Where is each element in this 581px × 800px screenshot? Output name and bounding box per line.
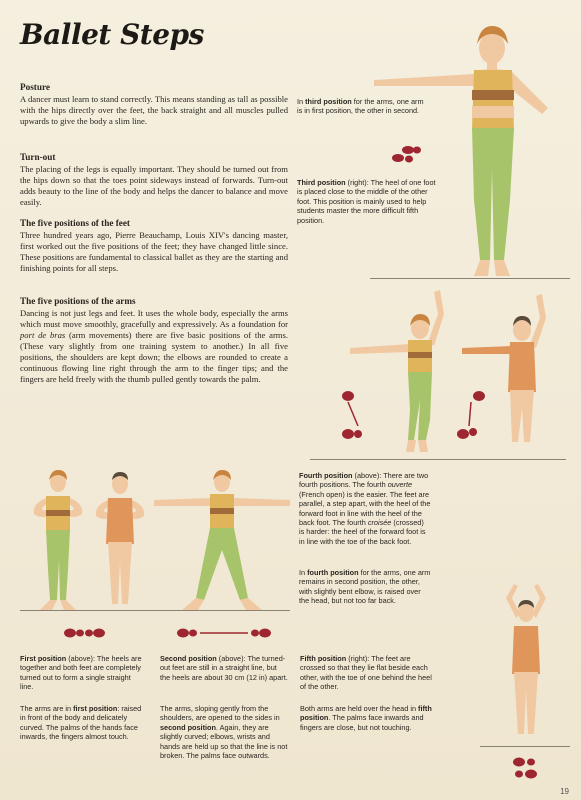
footprints-third-position <box>390 142 426 164</box>
dancer-first-position-front <box>28 470 88 616</box>
footprints-second-position <box>176 626 272 640</box>
section-heading: The five positions of the feet <box>20 218 130 228</box>
section-heading: Turn-out <box>20 152 56 162</box>
footprints-fourth-croisee <box>455 388 489 444</box>
section-body: A dancer must learn to stand correctly. This means standing as tall as possible with the hips directly over the feet, the back straight and all muscles pulled upwards to give the body a slim line. <box>20 94 288 126</box>
page-number: 19 <box>560 787 569 796</box>
caption-second-feet: Second position (above): The turned-out feet are still in a straight line, but the heels are about 30 cm (12 in) apart. <box>160 654 288 682</box>
caption-fifth-arms: Both arms are held over the head in fifth position. The palms face inwards and fingers are close, but not touching. <box>300 704 432 732</box>
section-body: Dancing is not just legs and feet. It uses the whole body, especially the arms which must move smoothly, gracefully and expressively. As a foundation for port de bras (arm movements) there are five basic positions of the arms. (These vary slightly from one training system to another.) In all five positions, the shoulders are kept down; the elbows are rounded to create a continuous flowing line right through the arm to the finger tips; and the fingers are held freely with the thumb pulled gently towards the palm. <box>20 308 288 384</box>
caption-first-feet: First position (above): The heels are together and both feet are completely turned out to form a single straight line. <box>20 654 142 692</box>
caption-fourth-arms: In fourth position for the arms, one arm remains in second position, the other, with slightly bent elbow, is raised over the head, but not too far back. <box>299 568 431 606</box>
section-arm-positions <box>20 296 288 385</box>
caption-third-feet: Third position (right): The heel of one foot is placed close to the middle of the other foot. This position is mainly used to help students master the more difficult fifth position. <box>297 178 436 225</box>
page-title: Ballet Steps <box>20 18 204 51</box>
dancer-first-position-back <box>92 472 148 616</box>
section-heading: Posture <box>20 82 50 92</box>
dancer-second-position <box>152 470 292 616</box>
caption-second-arms: The arms, sloping gently from the shoulders, are opened to the sides in second position. Again, they are slightly curved; elbows, wrists and hands are held up so that the line is not broken. The palms face outwards. <box>160 704 288 761</box>
section-body: Three hundred years ago, Pierre Beauchamp, Louis XIV's dancing master, first worked out the five positions of the feet; they have changed little since. These positions are fundamental to classical ballet as they are the starting and finishing points for all steps. <box>20 230 288 273</box>
section-body: The placing of the legs is equally important. They should be turned out from the hips down so that the toes point sideways instead of forwards. Turn-out adds beauty to the line of the body and helps the dancer to balance and move easily. <box>20 164 288 207</box>
caption-fifth-feet: Fifth position (right): The feet are crossed so that they lie flat beside each other, with the toe of one behind the heel of the other. <box>300 654 432 692</box>
caption-third-arms: In third position for the arms, one arm is in first position, the other in second. <box>297 97 424 116</box>
footprints-fourth-ouverte <box>338 388 368 444</box>
section-feet-positions <box>20 218 288 274</box>
dancer-fifth-position <box>498 584 554 750</box>
caption-first-arms: The arms are in first position: raised in front of the body and delicately curved. The palms of the hands face inwards, the fingers almost touch. <box>20 704 142 742</box>
caption-fourth-feet: Fourth position (above): There are two fourth positions. The fourth ouverte (French open) is the easier. The feet are parallel, a step apart, with the heel of the forward foot in line with the heel of the back foot. The fourth croisée (crossed) is harder: the heel of the forward foot is in line with the toe of the back foot. <box>299 471 431 546</box>
footprints-fifth-position <box>510 756 540 780</box>
section-heading: The five positions of the arms <box>20 296 136 306</box>
section-posture <box>20 82 288 127</box>
section-turn-out <box>20 152 288 208</box>
footprints-first-position <box>62 626 106 640</box>
